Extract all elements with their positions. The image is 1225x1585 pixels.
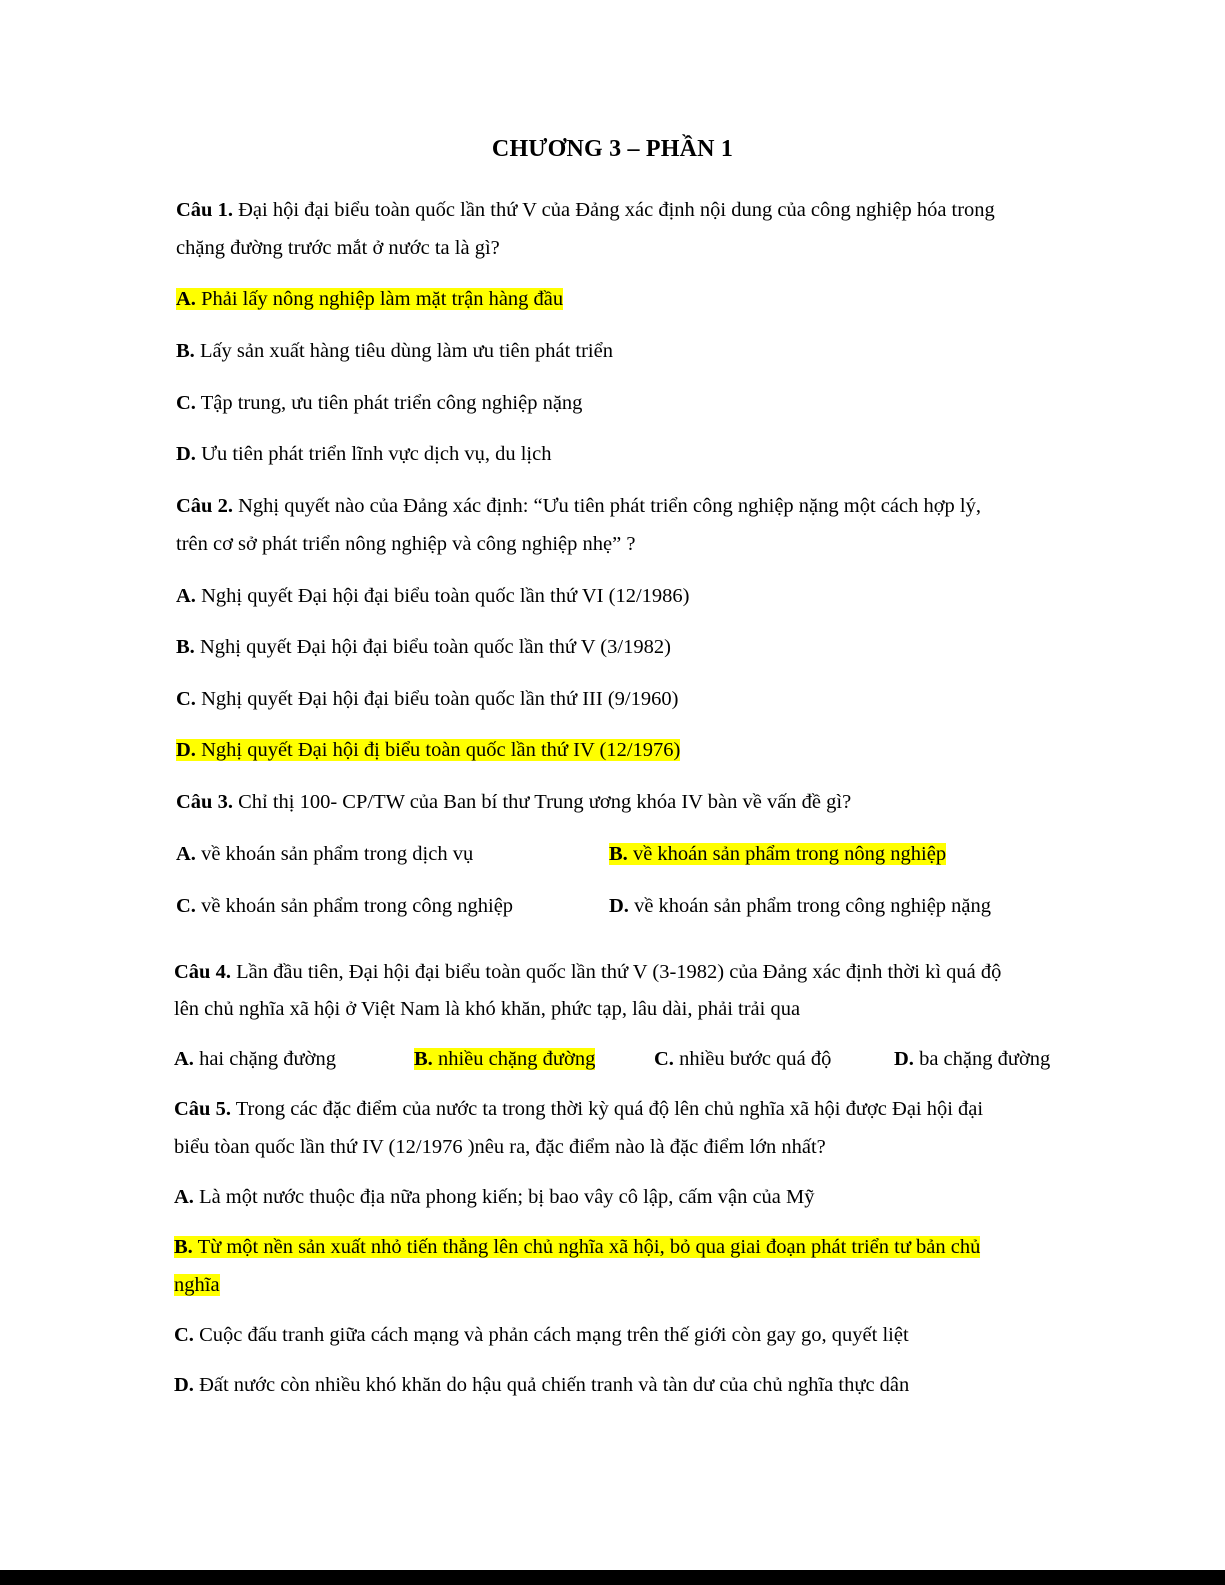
option-text: về khoán sản phẩm trong công nghiệp [195, 895, 514, 917]
option-text: Từ một nền sản xuất nhỏ tiến thẳng lên chủ nghĩa xã hội, bỏ qua giai đoạn phát triển tư bản chủ [192, 1236, 981, 1258]
option-4b [414, 1045, 595, 1073]
option-text-cont: nghĩa [174, 1274, 220, 1296]
question-1 [176, 196, 995, 224]
option-label: C. [176, 895, 196, 917]
option-5c [174, 1321, 909, 1349]
question-1-cont: chặng đường trước mắt ở nước ta là gì? [176, 237, 500, 259]
option-label: B. [414, 1048, 433, 1070]
option-text: Lấy sản xuất hàng tiêu dùng làm ưu tiên phát triển [194, 340, 613, 362]
question-5 [174, 1095, 983, 1123]
option-text: Nghị quyết Đại hội đị biểu toàn quốc lần thứ IV (12/1976) [195, 739, 681, 761]
option-label: D. [176, 739, 196, 761]
question-text: Chỉ thị 100- CP/TW của Ban bí thư Trung ương khóa IV bàn về vấn đề gì? [232, 791, 852, 813]
option-2c [176, 685, 678, 713]
question-text: Lần đầu tiên, Đại hội đại biểu toàn quốc lần thứ V (3-1982) của Đảng xác định thời kì quá độ [230, 961, 1002, 983]
option-label: D. [609, 895, 629, 917]
bottom-border [0, 1570, 1225, 1585]
option-text: Tập trung, ưu tiên phát triển công nghiệp nặng [195, 392, 583, 414]
option-1c [176, 389, 582, 417]
option-label: C. [654, 1048, 674, 1070]
question-3 [176, 788, 851, 816]
option-4d [894, 1045, 1050, 1073]
option-1d [176, 440, 551, 468]
option-text: Là một nước thuộc địa nữa phong kiến; bị bao vây cô lập, cấm vận của Mỹ [193, 1186, 815, 1208]
question-text: Đại hội đại biểu toàn quốc lần thứ V của Đảng xác định nội dung của công nghiệp hóa trong [232, 199, 995, 221]
option-label: A. [174, 1048, 194, 1070]
question-5-cont: biểu tòan quốc lần thứ IV (12/1976 )nêu ra, đặc điểm nào là đặc điểm lớn nhất? [174, 1136, 826, 1158]
option-label: C. [174, 1324, 194, 1346]
option-text: Nghị quyết Đại hội đại biểu toàn quốc lần thứ VI (12/1986) [195, 585, 690, 607]
option-text: về khoán sản phẩm trong dịch vụ [195, 843, 474, 865]
option-label: B. [174, 1236, 193, 1258]
option-3d [609, 892, 991, 920]
option-label: A. [174, 1186, 194, 1208]
option-label: B. [176, 340, 195, 362]
option-text: Nghị quyết Đại hội đại biểu toàn quốc lần thứ III (9/1960) [195, 688, 679, 710]
option-3b [609, 840, 946, 868]
option-5a [174, 1183, 815, 1211]
option-3c [176, 892, 513, 920]
option-label: A. [176, 288, 196, 310]
option-label: D. [174, 1374, 194, 1396]
option-label: A. [176, 843, 196, 865]
question-label: Câu 2. [176, 495, 233, 517]
option-label: D. [894, 1048, 914, 1070]
option-text: Phải lấy nông nghiệp làm mặt trận hàng đầu [195, 288, 564, 310]
option-text: Cuộc đấu tranh giữa cách mạng và phản cách mạng trên thế giới còn gay go, quyết liệt [193, 1324, 909, 1346]
option-2b [176, 633, 671, 661]
question-label: Câu 4. [174, 961, 231, 983]
option-4c [654, 1045, 831, 1073]
option-label: D. [176, 443, 196, 465]
option-1b [176, 337, 613, 365]
question-text: Nghị quyết nào của Đảng xác định: “Ưu tiên phát triển công nghiệp nặng một cách hợp lý, [232, 495, 981, 517]
option-text: ba chặng đường [913, 1048, 1051, 1070]
option-5b [174, 1233, 980, 1261]
option-text: Ưu tiên phát triển lĩnh vực dịch vụ, du lịch [195, 443, 552, 465]
option-5b-cont [174, 1271, 220, 1299]
option-text: Đất nước còn nhiều khó khăn do hậu quả chiến tranh và tàn dư của chủ nghĩa thực dân [193, 1374, 910, 1396]
question-4 [174, 958, 1001, 986]
option-5d [174, 1371, 909, 1399]
option-label: B. [609, 843, 628, 865]
option-2a [176, 582, 689, 610]
option-text: hai chặng đường [193, 1048, 337, 1070]
option-text: về khoán sản phẩm trong công nghiệp nặng [628, 895, 992, 917]
option-1a [176, 285, 563, 313]
option-text: Nghị quyết Đại hội đại biểu toàn quốc lần thứ V (3/1982) [194, 636, 671, 658]
question-2 [176, 492, 981, 520]
option-label: B. [176, 636, 195, 658]
option-text: về khoán sản phẩm trong nông nghiệp [627, 843, 947, 865]
option-3a [176, 840, 473, 868]
question-4-cont: lên chủ nghĩa xã hội ở Việt Nam là khó khăn, phức tạp, lâu dài, phải trải qua [174, 998, 801, 1020]
page-title: CHƯƠNG 3 – PHẦN 1 [491, 136, 734, 162]
question-label: Câu 5. [174, 1098, 231, 1120]
option-text: nhiều chặng đường [432, 1048, 596, 1070]
question-label: Câu 1. [176, 199, 233, 221]
option-label: C. [176, 392, 196, 414]
question-text: Trong các đặc điểm của nước ta trong thời kỳ quá độ lên chủ nghĩa xã hội được Đại hội đại [230, 1098, 984, 1120]
question-label: Câu 3. [176, 791, 233, 813]
option-label: A. [176, 585, 196, 607]
option-text: nhiều bước quá độ [673, 1048, 832, 1070]
option-4a [174, 1045, 336, 1073]
option-label: C. [176, 688, 196, 710]
question-2-cont: trên cơ sở phát triển nông nghiệp và công nghiệp nhẹ” ? [176, 533, 636, 555]
option-2d [176, 736, 680, 764]
